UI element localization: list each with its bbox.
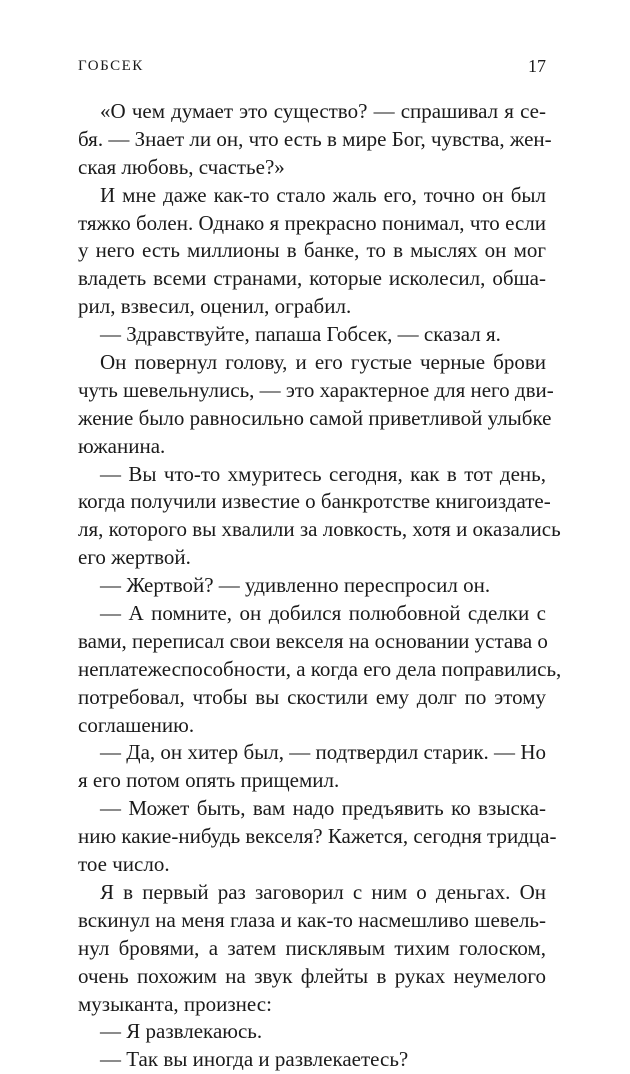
paragraph-line: бя. — Знает ли он, что есть в мире Бог, чувства, жен- (78, 126, 552, 151)
paragraph-line: когда получили известие о банкротстве книгоиздате- (78, 489, 551, 514)
paragraph-line: чуть шевельнулись, — это характерное для него дви- (78, 377, 554, 402)
paragraph-line: тяжко болен. Однако я прекрасно понимал, что если (78, 210, 546, 235)
paragraph-line: соглашению. (78, 712, 195, 737)
page-number: 17 (528, 56, 546, 76)
paragraph-line: вами, переписал свои векселя на основании устава о (78, 628, 548, 653)
paragraph-first-line: «О чем думает это существо? — спрашивал я се- (100, 99, 546, 123)
paragraph-first-line: — Здравствуйте, папаша Гобсек, — сказал я. (100, 322, 501, 347)
running-title: ГОБСЕК (78, 58, 144, 74)
paragraph-line: южанина. (78, 433, 166, 458)
paragraph-line: рил, взвесил, оценил, ограбил. (78, 294, 352, 319)
paragraph-line: нию какие-нибудь векселя? Кажется, сегодня тридца- (78, 824, 557, 849)
paragraph-line: вскинул на меня глаза и как-то насмешливо шевель- (78, 907, 546, 932)
paragraph-line: тое число. (78, 852, 170, 877)
paragraph-first-line: — Я развлекаюсь. (100, 1019, 263, 1044)
paragraph-first-line: — А помните, он добился полюбовной сделки с (100, 601, 546, 626)
paragraph-line: очень похожим на звук флейты в руках неумелого (78, 963, 546, 988)
paragraph-first-line: Я в первый раз заговорил с ним о деньгах. Он (100, 879, 546, 904)
paragraph-line: у него есть миллионы в банке, то в мыслях он мог (78, 238, 546, 263)
paragraph-line: музыканта, произнес: (78, 991, 272, 1016)
paragraph-line: потребовал, чтобы вы скостили ему долг по этому (78, 684, 546, 709)
paragraph-first-line: — Жертвой? — удивленно переспросил он. (100, 573, 491, 598)
paragraph-first-line: — Да, он хитер был, — подтвердил старик. — Но (100, 740, 546, 765)
paragraph-first-line: Он повернул голову, и его густые черные брови (100, 350, 546, 375)
paragraph-line: его жертвой. (78, 545, 191, 570)
body-text (78, 98, 562, 1074)
paragraph-first-line: — Так вы иногда и развлекаетесь? (100, 1047, 409, 1072)
paragraph-line: неплатежеспособности, а когда его дела поправились, (78, 656, 562, 681)
paragraph-line: жение было равносильно самой приветливой улыбке (78, 405, 552, 430)
paragraph-line: я его потом опять прищемил. (78, 768, 340, 793)
paragraph-first-line: — Вы что-то хмуритесь сегодня, как в тот день, (100, 461, 546, 486)
paragraph-first-line: И мне даже как-то стало жаль его, точно он был (100, 182, 546, 207)
paragraph-line: ля, которого вы хвалили за ловкость, хотя и оказались (78, 517, 561, 542)
paragraph-first-line: — Может быть, вам надо предъявить ко взыска- (100, 796, 546, 821)
paragraph-line: нул бровями, а затем писклявым тихим голоском, (78, 935, 546, 960)
paragraph-line: ская любовь, счастье?» (78, 154, 285, 179)
paragraph-line: владеть всеми странами, которые исколесил, обша- (78, 266, 546, 291)
